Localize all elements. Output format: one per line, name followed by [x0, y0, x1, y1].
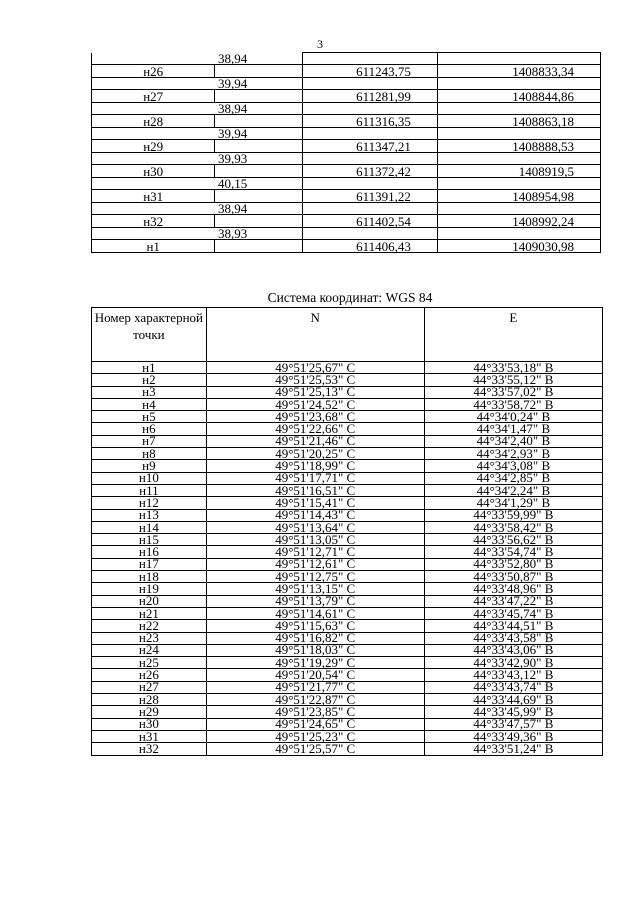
distance-value: 38,94 [92, 202, 303, 214]
latitude: 49°51'12,75" С [206, 571, 424, 583]
point-name: н21 [92, 607, 207, 619]
point-name: н32 [92, 214, 215, 227]
point-name: н30 [92, 718, 207, 730]
latitude: 49°51'19,29" С [206, 657, 424, 669]
longitude: 44°33'54,74" В [424, 546, 602, 558]
point-name: н25 [92, 657, 207, 669]
latitude: 49°51'22,66" С [206, 423, 424, 435]
point-name: н27 [92, 89, 215, 102]
x-coordinate: 611391,22 [303, 189, 438, 202]
point-name: н15 [92, 534, 207, 546]
y-coordinate: 1408833,34 [437, 64, 600, 77]
latitude: 49°51'13,79" С [206, 595, 424, 607]
latitude: 49°51'13,05" С [206, 534, 424, 546]
point-name: н19 [92, 583, 207, 595]
longitude: 44°33'52,80" В [424, 558, 602, 570]
y-coordinate: 1408919,5 [437, 164, 600, 177]
longitude: 44°34'2,93" В [424, 448, 602, 460]
longitude: 44°33'53,18" В [424, 362, 602, 374]
latitude: 49°51'21,77" С [206, 681, 424, 693]
point-name: н26 [92, 669, 207, 681]
point-name: н4 [92, 398, 207, 410]
latitude: 49°51'16,51" С [206, 484, 424, 496]
latitude: 49°51'20,25" С [206, 448, 424, 460]
point-name: н1 [92, 362, 207, 374]
point-name: н13 [92, 509, 207, 521]
point-name: н10 [92, 472, 207, 484]
point-name: н16 [92, 546, 207, 558]
table-row [92, 64, 601, 77]
point-name: н29 [92, 706, 207, 718]
longitude: 44°33'45,74" В [424, 607, 602, 619]
table-row [92, 164, 601, 177]
empty-cell [437, 127, 600, 139]
y-coordinate: 1408888,53 [437, 139, 600, 152]
point-name: н2 [92, 374, 207, 386]
point-name: н18 [92, 571, 207, 583]
x-coordinate: 611402,54 [303, 214, 438, 227]
point-name: н26 [92, 64, 215, 77]
point-name: н12 [92, 497, 207, 509]
longitude: 44°33'45,99" В [424, 706, 602, 718]
latitude: 49°51'15,63" С [206, 620, 424, 632]
latitude: 49°51'24,65" С [206, 718, 424, 730]
point-name: н17 [92, 558, 207, 570]
distance-value: 38,94 [92, 102, 303, 114]
empty-cell [303, 53, 438, 65]
distance-value: 39,94 [92, 77, 303, 89]
latitude: 49°51'25,53" С [206, 374, 424, 386]
longitude: 44°33'44,69" В [424, 694, 602, 706]
y-coordinate: 1408992,24 [437, 214, 600, 227]
point-name: н11 [92, 484, 207, 496]
header-n: N [206, 308, 424, 362]
longitude: 44°33'43,58" В [424, 632, 602, 644]
empty-cell [303, 152, 438, 164]
longitude: 44°34'1,29" В [424, 497, 602, 509]
latitude: 49°51'25,57" С [206, 743, 424, 755]
distance-row [92, 152, 601, 164]
empty-cell [215, 239, 303, 252]
distance-value: 39,94 [92, 127, 303, 139]
point-name: н24 [92, 644, 207, 656]
wgs84-header-row [92, 308, 603, 362]
distance-row [92, 53, 601, 65]
coordinates-table [91, 52, 601, 253]
x-coordinate: 611347,21 [303, 139, 438, 152]
distance-row [92, 202, 601, 214]
distance-value: 38,94 [92, 53, 303, 65]
latitude: 49°51'24,52" С [206, 398, 424, 410]
x-coordinate: 611316,35 [303, 114, 438, 127]
header-point-number: Номер характерной точки [92, 308, 207, 362]
longitude: 44°33'43,12" В [424, 669, 602, 681]
distance-row [92, 177, 601, 189]
point-name: н7 [92, 435, 207, 447]
point-name: н3 [92, 386, 207, 398]
latitude: 49°51'18,99" С [206, 460, 424, 472]
empty-cell [437, 227, 600, 239]
longitude: 44°33'48,96" В [424, 583, 602, 595]
longitude: 44°33'42,90" В [424, 657, 602, 669]
latitude: 49°51'20,54" С [206, 669, 424, 681]
point-name: н5 [92, 411, 207, 423]
empty-cell [303, 227, 438, 239]
latitude: 49°51'14,61" С [206, 607, 424, 619]
point-name: н8 [92, 448, 207, 460]
latitude: 49°51'18,03" С [206, 644, 424, 656]
longitude: 44°33'57,02" В [424, 386, 602, 398]
empty-cell [437, 102, 600, 114]
empty-cell [303, 202, 438, 214]
longitude: 44°34'2,85" В [424, 472, 602, 484]
longitude: 44°33'49,36" В [424, 730, 602, 742]
empty-cell [303, 102, 438, 114]
empty-cell [437, 202, 600, 214]
x-coordinate: 611372,42 [303, 164, 438, 177]
longitude: 44°33'55,12" В [424, 374, 602, 386]
longitude: 44°34'0,24" В [424, 411, 602, 423]
table-row [92, 743, 603, 755]
latitude: 49°51'12,71" С [206, 546, 424, 558]
point-name: н32 [92, 743, 207, 755]
x-coordinate: 611281,99 [303, 89, 438, 102]
coordinate-system-title: Система координат: WGS 84 [267, 290, 433, 305]
y-coordinate: 1409030,98 [437, 239, 600, 252]
longitude: 44°33'50,87" В [424, 571, 602, 583]
empty-cell [303, 177, 438, 189]
latitude: 49°51'25,67" С [206, 362, 424, 374]
empty-cell [303, 127, 438, 139]
y-coordinate: 1408844,86 [437, 89, 600, 102]
point-name: н6 [92, 423, 207, 435]
table-row [92, 114, 601, 127]
y-coordinate: 1408863,18 [437, 114, 600, 127]
latitude: 49°51'15,41" С [206, 497, 424, 509]
y-coordinate: 1408954,98 [437, 189, 600, 202]
point-name: н31 [92, 189, 215, 202]
latitude: 49°51'13,15" С [206, 583, 424, 595]
longitude: 44°33'47,22" В [424, 595, 602, 607]
empty-cell [437, 152, 600, 164]
latitude: 49°51'25,13" С [206, 386, 424, 398]
point-name: н28 [92, 114, 215, 127]
longitude: 44°33'56,62" В [424, 534, 602, 546]
empty-cell [437, 77, 600, 89]
latitude: 49°51'22,87" С [206, 694, 424, 706]
longitude: 44°34'3,08" В [424, 460, 602, 472]
latitude: 49°51'14,43" С [206, 509, 424, 521]
point-name: н14 [92, 521, 207, 533]
longitude: 44°33'59,99" В [424, 509, 602, 521]
header-e: E [424, 308, 602, 362]
longitude: 44°34'1,47" В [424, 423, 602, 435]
point-name: н1 [92, 239, 215, 252]
point-name: н20 [92, 595, 207, 607]
longitude: 44°33'44,51" В [424, 620, 602, 632]
longitude: 44°33'43,74" В [424, 681, 602, 693]
x-coordinate: 611243,75 [303, 64, 438, 77]
point-name: н27 [92, 681, 207, 693]
table-row [92, 189, 601, 202]
distance-row [92, 102, 601, 114]
point-name: н31 [92, 730, 207, 742]
wgs84-table [91, 307, 603, 756]
table-row [92, 89, 601, 102]
latitude: 49°51'25,23" С [206, 730, 424, 742]
point-name: н30 [92, 164, 215, 177]
longitude: 44°34'2,40" В [424, 435, 602, 447]
point-name: н9 [92, 460, 207, 472]
latitude: 49°51'23,68" С [206, 411, 424, 423]
distance-row [92, 77, 601, 89]
distance-row [92, 227, 601, 239]
latitude: 49°51'21,46" С [206, 435, 424, 447]
latitude: 49°51'16,82" С [206, 632, 424, 644]
distance-value: 38,93 [92, 227, 303, 239]
distance-value: 39,93 [92, 152, 303, 164]
point-name: н29 [92, 139, 215, 152]
page-number: 3 [317, 37, 323, 51]
point-name: н23 [92, 632, 207, 644]
empty-cell [303, 77, 438, 89]
distance-row [92, 127, 601, 139]
point-name: н22 [92, 620, 207, 632]
table-row [92, 239, 601, 252]
longitude: 44°34'2,24" В [424, 484, 602, 496]
longitude: 44°33'58,72" В [424, 398, 602, 410]
empty-cell [437, 53, 600, 65]
distance-value: 40,15 [92, 177, 303, 189]
longitude: 44°33'43,06" В [424, 644, 602, 656]
x-coordinate: 611406,43 [303, 239, 438, 252]
point-name: н28 [92, 694, 207, 706]
table-row [92, 214, 601, 227]
latitude: 49°51'23,85" С [206, 706, 424, 718]
longitude: 44°33'58,42" В [424, 521, 602, 533]
table-row [92, 139, 601, 152]
latitude: 49°51'12,61" С [206, 558, 424, 570]
empty-cell [437, 177, 600, 189]
longitude: 44°33'47,57" В [424, 718, 602, 730]
latitude: 49°51'17,71" С [206, 472, 424, 484]
longitude: 44°33'51,24" В [424, 743, 602, 755]
latitude: 49°51'13,64" С [206, 521, 424, 533]
